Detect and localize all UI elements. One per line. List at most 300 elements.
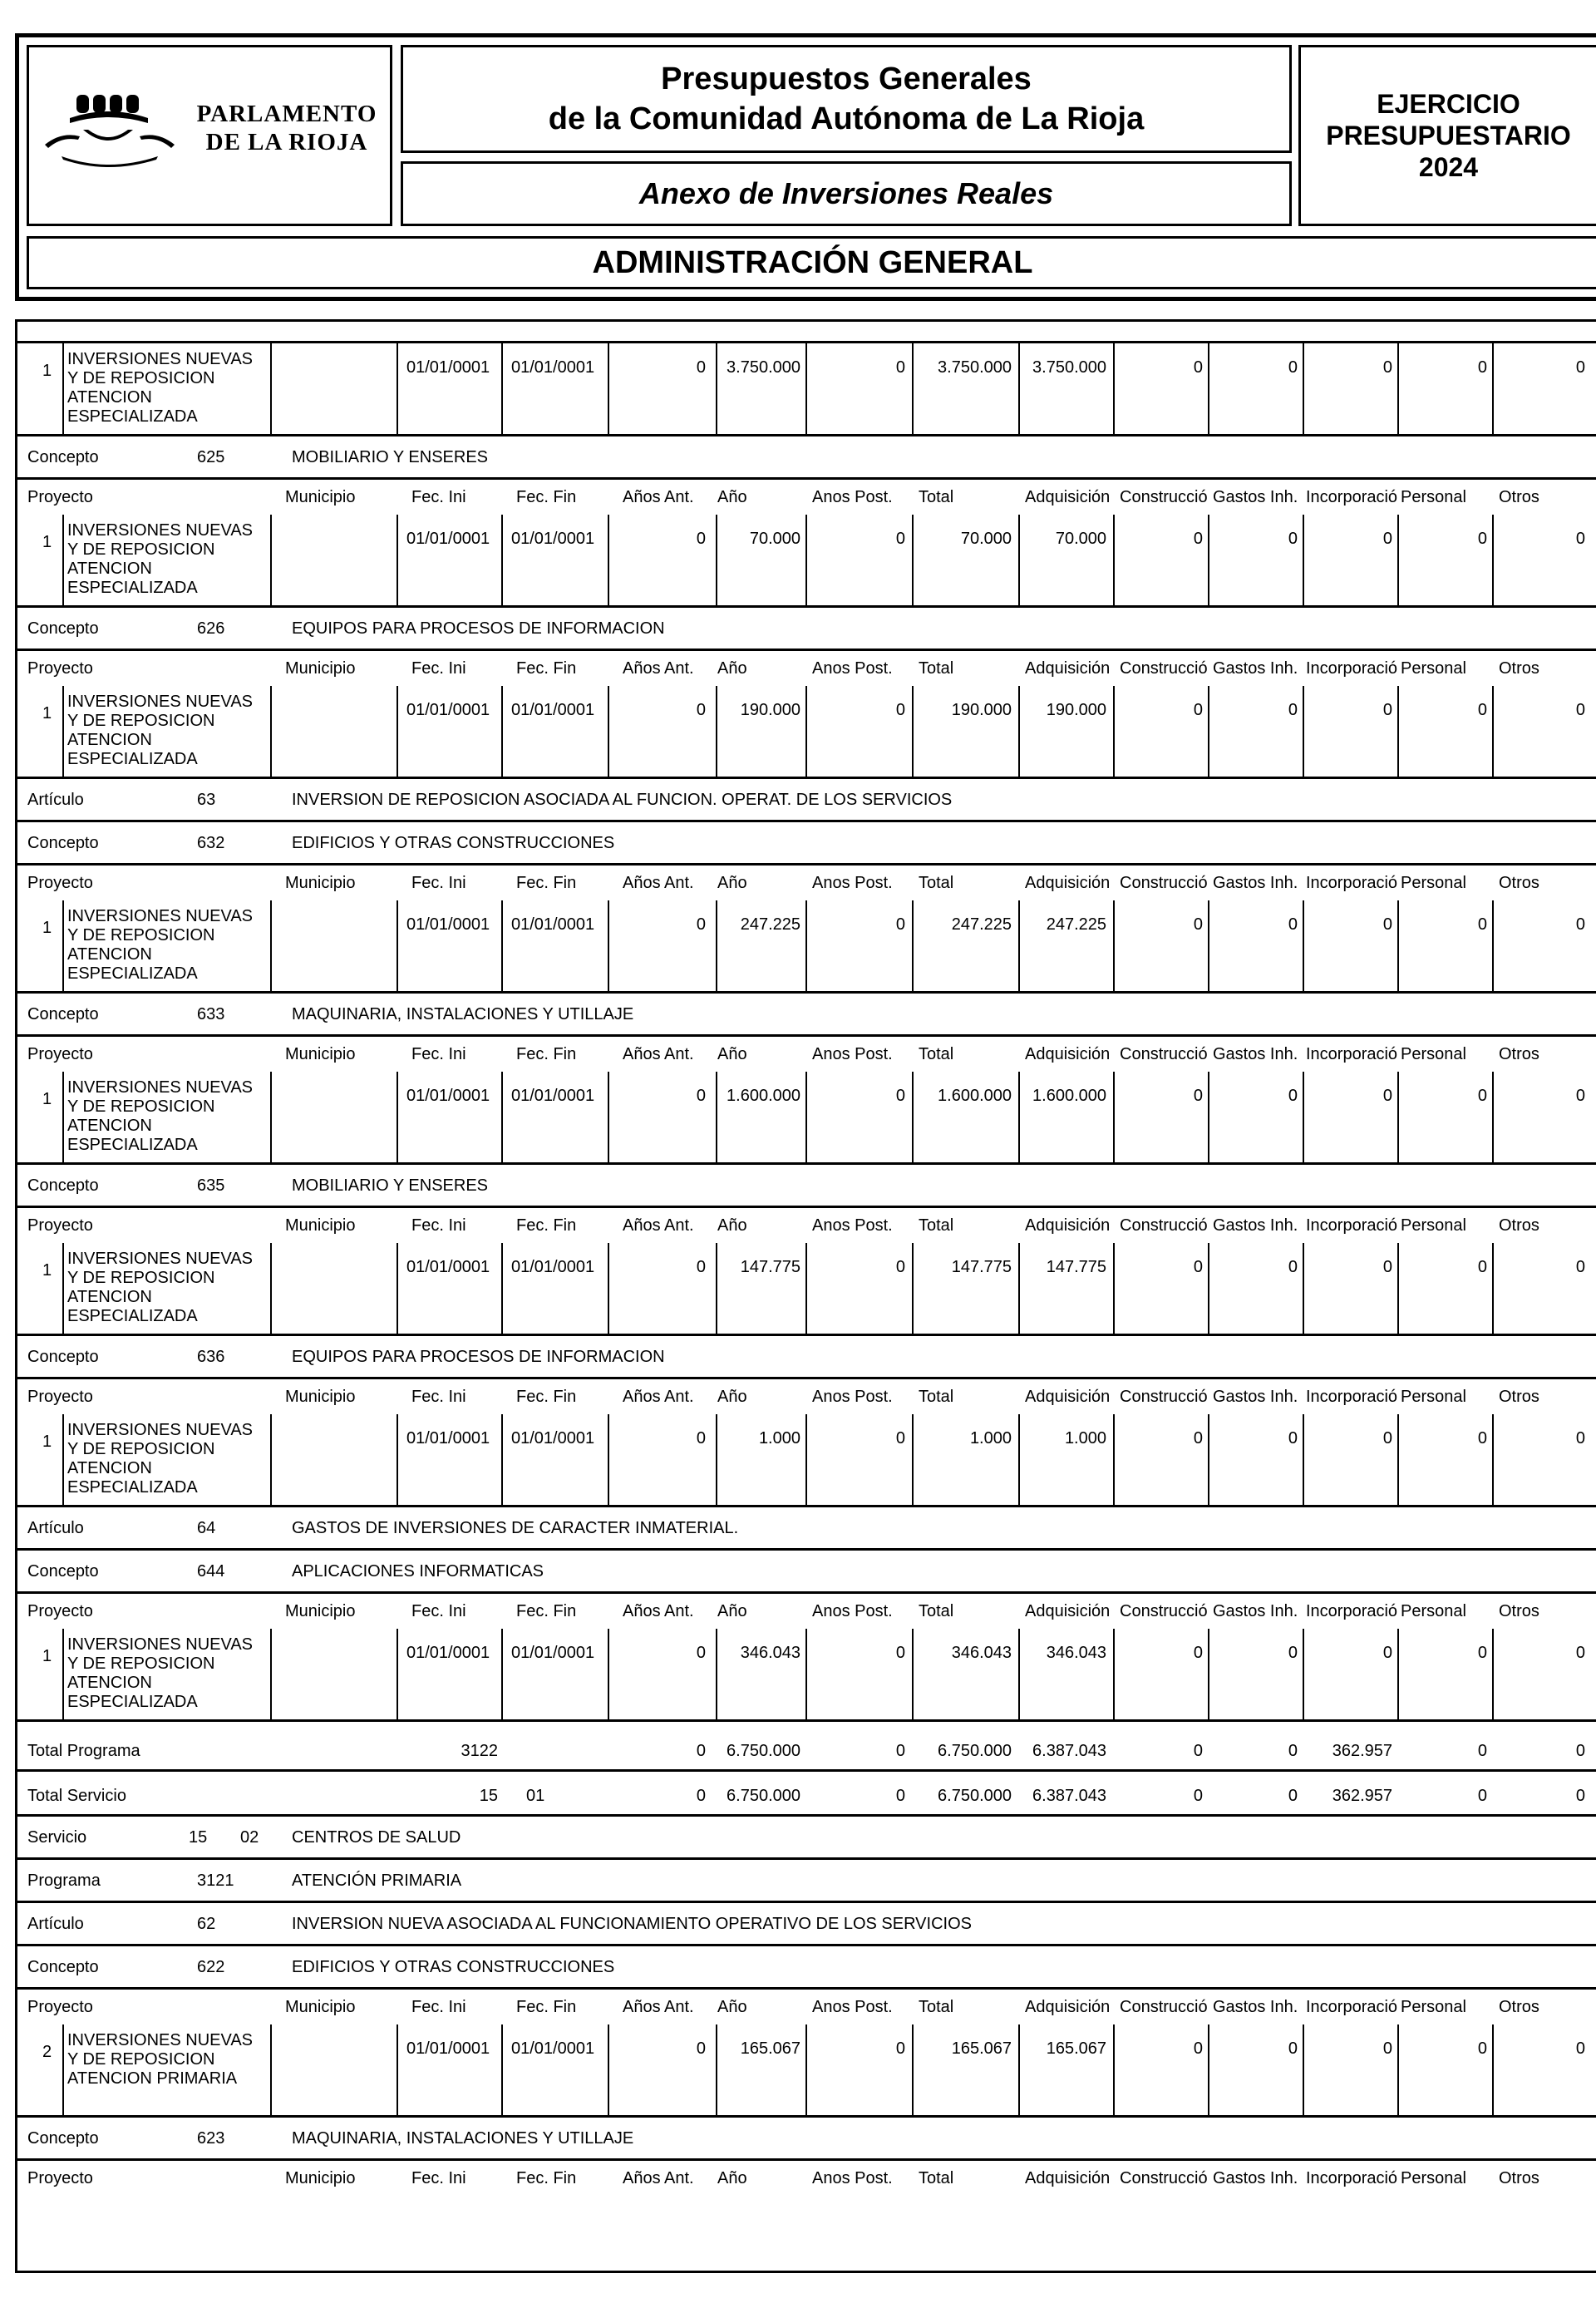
group-label-row [17, 1903, 1596, 1946]
group-name: EQUIPOS PARA PROCESOS DE INFORMACION [292, 619, 665, 638]
cell-divider [716, 1629, 717, 1719]
cell-divider [62, 343, 64, 434]
cell-divider [1303, 1414, 1304, 1505]
project-description [67, 907, 279, 984]
cell-divider [912, 515, 914, 605]
group-label: Concepto [27, 448, 99, 466]
total-label: Total Programa [27, 1742, 140, 1760]
amount-cell: 0 [895, 1258, 905, 1276]
cell-divider [62, 1072, 64, 1162]
project-number: 1 [42, 1090, 52, 1108]
group-label-row [17, 994, 1596, 1037]
group-name: APLICACIONES INFORMATICAS [292, 1562, 544, 1581]
column-header: Adquisición [1025, 874, 1111, 892]
column-header: Años Ant. [623, 659, 694, 678]
cell-divider [608, 1629, 609, 1719]
column-header: Adquisición [1025, 1216, 1111, 1235]
column-header: Año [717, 874, 747, 892]
project-description-line: ATENCION [67, 1117, 152, 1135]
column-header: Proyecto [27, 2169, 93, 2187]
cell-divider [1397, 1072, 1399, 1162]
column-header: Anos Post. [812, 488, 893, 506]
project-row [17, 1414, 1596, 1507]
column-header: Construcció [1120, 874, 1208, 892]
project-description-line: ESPECIALIZADA [67, 407, 198, 426]
project-number: 1 [42, 704, 52, 722]
total-label: Total Servicio [27, 1787, 126, 1805]
cell-divider [1303, 1629, 1304, 1719]
cell-divider [1492, 343, 1494, 434]
project-row [17, 343, 1596, 436]
column-header: Proyecto [27, 1998, 93, 2016]
group-code: 633 [197, 1005, 225, 1023]
column-header: Gastos Inh. [1213, 1388, 1298, 1406]
group-code: 3121 [197, 1872, 234, 1890]
project-description-line: INVERSIONES NUEVAS [67, 350, 254, 368]
cell-divider [1492, 1414, 1494, 1505]
column-header: Gastos Inh. [1213, 488, 1298, 506]
cell-divider [1397, 343, 1399, 434]
amount-cell: 1.600.000 [727, 1087, 800, 1105]
cell-divider [805, 1243, 807, 1334]
amount-cell: 190.000 [951, 701, 1012, 719]
start-date: 01/01/0001 [406, 1258, 490, 1276]
cell-divider [501, 1072, 503, 1162]
annex-title: Anexo de Inversiones Reales [638, 176, 1054, 210]
column-header: Años Ant. [623, 1216, 694, 1235]
column-header-row [17, 1379, 1596, 1414]
amount-cell: 1.600.000 [938, 1087, 1012, 1105]
section-title: ADMINISTRACIÓN GENERAL [592, 244, 1033, 280]
cell-divider [716, 686, 717, 777]
amount-cell: 165.067 [951, 2039, 1012, 2058]
group-name: MAQUINARIA, INSTALACIONES Y UTILLAJE [292, 1005, 634, 1023]
column-header: Año [717, 1602, 747, 1620]
column-header: Otros [1499, 488, 1539, 506]
project-description-line: Y DE REPOSICION [67, 1097, 215, 1116]
group-code: 15 [189, 1828, 208, 1847]
amount-cell: 0 [1288, 358, 1298, 377]
project-description-line: INVERSIONES NUEVAS [67, 2031, 254, 2049]
cell-divider [1492, 1243, 1494, 1334]
cell-divider [1397, 1414, 1399, 1505]
group-code: 64 [197, 1519, 216, 1537]
amount-cell: 0 [1575, 2039, 1585, 2058]
cell-divider [62, 900, 64, 991]
project-number: 1 [42, 1261, 52, 1280]
group-name: MOBILIARIO Y ENSERES [292, 448, 489, 466]
column-header: Anos Post. [812, 1388, 893, 1406]
column-header: Municipio [285, 1045, 356, 1063]
project-description-line: ATENCION [67, 560, 152, 578]
column-header: Años Ant. [623, 1045, 694, 1063]
column-header: Personal [1401, 1998, 1466, 2016]
column-header: Años Ant. [623, 2169, 694, 2187]
amount-cell: 147.775 [951, 1258, 1012, 1276]
project-row [17, 2024, 1596, 2118]
project-description-line: ATENCION [67, 1674, 152, 1692]
column-header: Otros [1499, 874, 1539, 892]
amount-cell: 0 [895, 701, 905, 719]
column-header: Construcció [1120, 659, 1208, 678]
project-description-line: Y DE REPOSICION [67, 1655, 215, 1673]
project-description [67, 2031, 279, 2089]
amount-cell: 247.225 [1046, 915, 1106, 934]
column-header: Fec. Fin [516, 488, 577, 506]
column-header: Años Ant. [623, 1388, 694, 1406]
amount-cell: 0 [1575, 1087, 1585, 1105]
column-header: Municipio [285, 488, 356, 506]
column-header: Fec. Fin [516, 1045, 577, 1063]
project-row [17, 1243, 1596, 1336]
project-description-line: Y DE REPOSICION [67, 926, 215, 944]
project-description-line: INVERSIONES NUEVAS [67, 907, 254, 925]
column-header: Anos Post. [812, 659, 893, 678]
group-name: EQUIPOS PARA PROCESOS DE INFORMACION [292, 1348, 665, 1366]
column-header: Incorporació [1306, 1602, 1398, 1620]
group-label-row [17, 1336, 1596, 1379]
group-label-row [17, 1860, 1596, 1903]
amount-cell: 0 [1288, 915, 1298, 934]
amount-cell: 0 [1575, 530, 1585, 548]
amount-cell: 0 [895, 915, 905, 934]
amount-cell: 0 [1193, 1429, 1203, 1447]
project-number: 2 [42, 2043, 52, 2061]
column-header: Personal [1401, 1216, 1466, 1235]
amount-cell: 0 [895, 530, 905, 548]
column-header: Construcció [1120, 2169, 1208, 2187]
column-header: Construcció [1120, 488, 1208, 506]
end-date: 01/01/0001 [511, 358, 595, 377]
amount-cell: 0 [1193, 530, 1203, 548]
cell-divider [62, 686, 64, 777]
end-date: 01/01/0001 [511, 530, 595, 548]
project-description-line: INVERSIONES NUEVAS [67, 1078, 254, 1097]
cell-divider [805, 900, 807, 991]
amount-cell: 0 [1477, 1087, 1487, 1105]
total-amount: 0 [1288, 1787, 1298, 1805]
column-header-row [17, 1208, 1596, 1243]
amount-cell: 0 [1193, 2039, 1203, 2058]
cell-divider [912, 1629, 914, 1719]
column-header: Fec. Fin [516, 874, 577, 892]
column-header: Personal [1401, 2169, 1466, 2187]
amount-cell: 0 [696, 915, 706, 934]
cell-divider [1397, 1243, 1399, 1334]
total-amount: 0 [1193, 1787, 1203, 1805]
cell-divider [501, 343, 503, 434]
cell-divider [805, 1629, 807, 1719]
group-label: Programa [27, 1872, 101, 1890]
cell-divider [608, 1243, 609, 1334]
cell-divider [1208, 343, 1209, 434]
cell-divider [1113, 1629, 1115, 1719]
cell-divider [1113, 1243, 1115, 1334]
amount-cell: 1.000 [758, 1429, 800, 1447]
cell-divider [1018, 2024, 1020, 2115]
column-header: Año [717, 1388, 747, 1406]
project-row [17, 900, 1596, 994]
end-date: 01/01/0001 [511, 1429, 595, 1447]
group-label-row [17, 1946, 1596, 1990]
project-description-line: ESPECIALIZADA [67, 579, 198, 597]
column-header: Total [919, 1045, 954, 1063]
cell-divider [1018, 515, 1020, 605]
cell-divider [1113, 515, 1115, 605]
cell-divider [397, 1414, 398, 1505]
cell-divider [1208, 686, 1209, 777]
column-header: Anos Post. [812, 1602, 893, 1620]
project-description-line: Y DE REPOSICION [67, 1269, 215, 1287]
section-panel [27, 236, 1596, 289]
column-header: Adquisición [1025, 1045, 1111, 1063]
column-header: Municipio [285, 1998, 356, 2016]
amount-cell: 0 [1382, 1258, 1392, 1276]
cell-divider [62, 515, 64, 605]
column-header: Construcció [1120, 1388, 1208, 1406]
column-header: Otros [1499, 1998, 1539, 2016]
column-header: Personal [1401, 874, 1466, 892]
project-description [67, 693, 279, 769]
amount-cell: 0 [1382, 1644, 1392, 1662]
column-header: Gastos Inh. [1213, 1602, 1298, 1620]
cell-divider [716, 515, 717, 605]
amount-cell: 70.000 [749, 530, 800, 548]
logo-line-2: DE LA RIOJA [205, 129, 368, 155]
group-label: Artículo [27, 791, 84, 809]
column-header: Total [919, 1216, 954, 1235]
project-description-line: Y DE REPOSICION [67, 540, 215, 559]
group-label: Concepto [27, 1562, 99, 1581]
column-header: Municipio [285, 874, 356, 892]
project-description-line: ATENCION [67, 731, 152, 749]
cell-divider [1018, 1072, 1020, 1162]
amount-cell: 0 [696, 1429, 706, 1447]
cell-divider [501, 1629, 503, 1719]
cell-divider [608, 515, 609, 605]
column-header: Anos Post. [812, 1045, 893, 1063]
total-amount: 0 [1193, 1742, 1203, 1760]
cell-divider [716, 900, 717, 991]
total-amount: 0 [895, 1742, 905, 1760]
group-code: 62 [197, 1915, 216, 1933]
column-header-row [17, 651, 1596, 686]
cell-divider [397, 686, 398, 777]
column-header: Anos Post. [812, 1216, 893, 1235]
column-header: Construcció [1120, 1602, 1208, 1620]
column-header: Gastos Inh. [1213, 1998, 1298, 2016]
amount-cell: 0 [1288, 1258, 1298, 1276]
column-header: Fec. Ini [411, 1388, 466, 1406]
cell-divider [1208, 1414, 1209, 1505]
start-date: 01/01/0001 [406, 1644, 490, 1662]
group-label: Concepto [27, 1348, 99, 1366]
column-header-row [17, 1990, 1596, 2024]
group-name: EDIFICIOS Y OTRAS CONSTRUCCIONES [292, 1958, 615, 1976]
cell-divider [608, 686, 609, 777]
amount-cell: 70.000 [960, 530, 1012, 548]
column-header: Total [919, 1998, 954, 2016]
column-header: Proyecto [27, 874, 93, 892]
amount-cell: 0 [1288, 701, 1298, 719]
total-amount: 0 [1477, 1787, 1487, 1805]
cell-divider [1208, 1243, 1209, 1334]
column-header: Fec. Fin [516, 2169, 577, 2187]
group-label-row [17, 822, 1596, 866]
amount-cell: 0 [895, 1429, 905, 1447]
column-header: Personal [1401, 1602, 1466, 1620]
group-label: Concepto [27, 1005, 99, 1023]
project-description-line: INVERSIONES NUEVAS [67, 1635, 254, 1654]
cell-divider [1303, 1243, 1304, 1334]
amount-cell: 0 [696, 1087, 706, 1105]
amount-cell: 0 [1288, 1644, 1298, 1662]
amount-cell: 3.750.000 [938, 358, 1012, 377]
amount-cell: 0 [1477, 915, 1487, 934]
total-amount: 0 [895, 1787, 905, 1805]
cell-divider [62, 1414, 64, 1505]
title-line-2: de la Comunidad Autónoma de La Rioja [548, 101, 1145, 136]
project-description-line: INVERSIONES NUEVAS [67, 693, 254, 711]
amount-cell: 0 [1382, 2039, 1392, 2058]
column-header: Municipio [285, 659, 356, 678]
amount-cell: 0 [1193, 1087, 1203, 1105]
project-number: 1 [42, 1433, 52, 1451]
column-header: Construcció [1120, 1998, 1208, 2016]
column-header: Proyecto [27, 659, 93, 678]
column-header: Proyecto [27, 1216, 93, 1235]
cell-divider [1208, 1629, 1209, 1719]
total-amount: 6.750.000 [938, 1787, 1012, 1805]
column-header: Total [919, 1602, 954, 1620]
project-description-line: ESPECIALIZADA [67, 1693, 198, 1711]
project-description [67, 521, 279, 598]
column-header: Municipio [285, 1388, 356, 1406]
amount-cell: 147.775 [1046, 1258, 1106, 1276]
column-header: Proyecto [27, 1045, 93, 1063]
project-description-line: ATENCION [67, 945, 152, 964]
cell-divider [1208, 1072, 1209, 1162]
total-amount: 362.957 [1332, 1787, 1392, 1805]
annex-panel [401, 161, 1292, 226]
cell-divider [397, 1243, 398, 1334]
column-header: Proyecto [27, 488, 93, 506]
end-date: 01/01/0001 [511, 701, 595, 719]
column-header: Incorporació [1306, 488, 1398, 506]
project-number: 1 [42, 362, 52, 380]
column-header: Otros [1499, 1388, 1539, 1406]
column-header-row [17, 866, 1596, 900]
project-description-line: ESPECIALIZADA [67, 1478, 198, 1497]
total-amount: 6.750.000 [727, 1787, 800, 1805]
cell-divider [1303, 900, 1304, 991]
project-number: 1 [42, 919, 52, 937]
amount-cell: 0 [696, 1644, 706, 1662]
logo-wordmark [191, 100, 382, 156]
column-header: Incorporació [1306, 2169, 1398, 2187]
column-header: Años Ant. [623, 1602, 694, 1620]
column-header: Incorporació [1306, 1388, 1398, 1406]
cell-divider [62, 1629, 64, 1719]
column-header: Años Ant. [623, 1998, 694, 2016]
group-name: INVERSION DE REPOSICION ASOCIADA AL FUNCION. OPERAT. DE LOS SERVICIOS [292, 791, 953, 809]
amount-cell: 0 [1477, 1644, 1487, 1662]
group-code: 636 [197, 1348, 225, 1366]
amount-cell: 190.000 [1046, 701, 1106, 719]
group-label: Artículo [27, 1915, 84, 1933]
total-amount: 0 [696, 1787, 706, 1805]
column-header: Año [717, 659, 747, 678]
project-description-line: Y DE REPOSICION [67, 1440, 215, 1458]
group-label: Concepto [27, 834, 99, 852]
column-header: Año [717, 1045, 747, 1063]
project-description-line: Y DE REPOSICION [67, 369, 215, 387]
cell-divider [912, 1072, 914, 1162]
group-code: 632 [197, 834, 225, 852]
total-amount: 0 [1288, 1742, 1298, 1760]
column-header: Fec. Ini [411, 1045, 466, 1063]
project-description-line: ESPECIALIZADA [67, 1136, 198, 1154]
amount-cell: 0 [1288, 1429, 1298, 1447]
cell-divider [805, 1414, 807, 1505]
cell-divider [608, 900, 609, 991]
project-description-line: ATENCION [67, 1288, 152, 1306]
cell-divider [501, 515, 503, 605]
project-description-line: INVERSIONES NUEVAS [67, 521, 254, 540]
start-date: 01/01/0001 [406, 915, 490, 934]
column-header: Incorporació [1306, 874, 1398, 892]
cell-divider [716, 1072, 717, 1162]
column-header: Adquisición [1025, 488, 1111, 506]
column-header: Años Ant. [623, 488, 694, 506]
column-header: Año [717, 2169, 747, 2187]
amount-cell: 0 [1575, 1258, 1585, 1276]
amount-cell: 3.750.000 [1032, 358, 1106, 377]
amount-cell: 0 [895, 358, 905, 377]
cell-divider [1397, 900, 1399, 991]
amount-cell: 0 [1382, 1087, 1392, 1105]
project-description-line: INVERSIONES NUEVAS [67, 1421, 254, 1439]
amount-cell: 0 [1193, 915, 1203, 934]
cell-divider [912, 2024, 914, 2115]
amount-cell: 165.067 [1046, 2039, 1106, 2058]
column-header: Fec. Fin [516, 659, 577, 678]
start-date: 01/01/0001 [406, 1429, 490, 1447]
total-row [17, 1772, 1596, 1817]
cell-divider [1397, 2024, 1399, 2115]
amount-cell: 0 [1575, 1429, 1585, 1447]
cell-divider [805, 343, 807, 434]
column-header: Anos Post. [812, 1998, 893, 2016]
total-row [17, 1722, 1596, 1772]
column-header: Total [919, 659, 954, 678]
group-label: Concepto [27, 1176, 99, 1195]
project-description-line: ATENCION PRIMARIA [67, 2069, 238, 2088]
amount-cell: 0 [696, 2039, 706, 2058]
amount-cell: 147.775 [740, 1258, 800, 1276]
total-amount: 362.957 [1332, 1742, 1392, 1760]
group-label-row [17, 2118, 1596, 2161]
column-header: Adquisición [1025, 1602, 1111, 1620]
cell-divider [501, 2024, 503, 2115]
exercise-line-2: PRESUPUESTARIO [1326, 121, 1571, 150]
project-description [67, 1078, 279, 1155]
group-label: Servicio [27, 1828, 87, 1847]
cell-divider [912, 1243, 914, 1334]
column-header: Adquisición [1025, 2169, 1111, 2187]
cell-divider [608, 1072, 609, 1162]
column-header: Incorporació [1306, 1045, 1398, 1063]
